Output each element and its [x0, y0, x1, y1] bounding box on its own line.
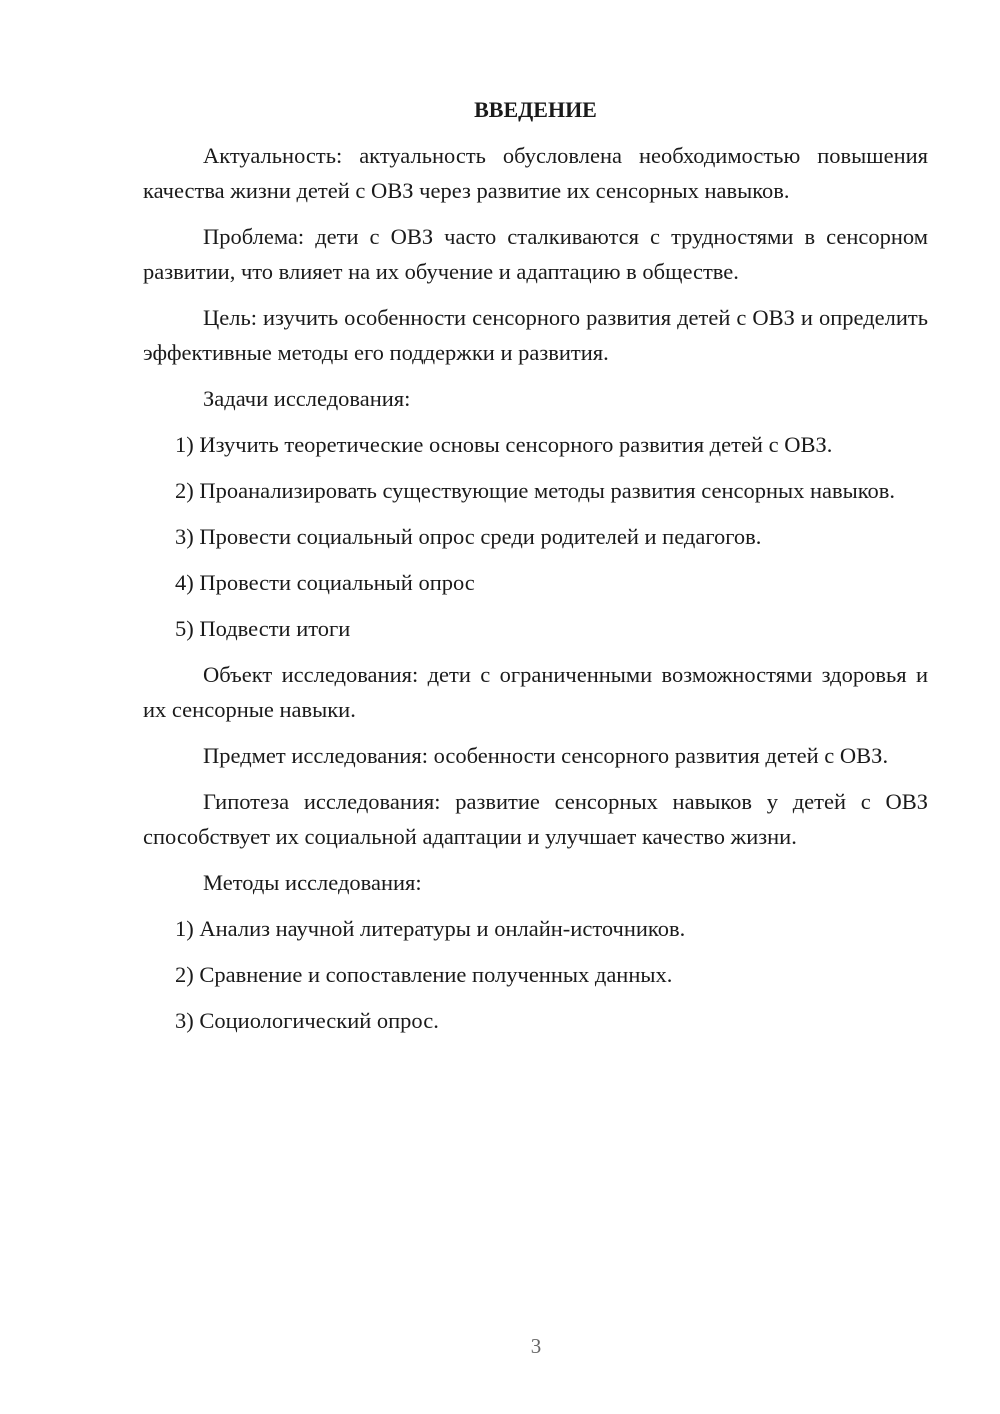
subject-paragraph: Предмет исследования: особенности сенсорного развития детей с ОВЗ. — [203, 743, 889, 768]
task-item-2: 2) Проанализировать существующие методы развития сенсорных навыков. — [175, 478, 896, 503]
page-content — [143, 92, 928, 1049]
method-item-2: 2) Сравнение и сопоставление полученных данных. — [175, 962, 673, 987]
hypothesis-paragraph: Гипотеза исследования: развитие сенсорных навыков у детей с ОВЗ способствует их социальной адаптации и улучшает качество жизни. — [143, 789, 928, 849]
methods-heading: Методы исследования: — [203, 870, 422, 895]
task-item-4: 4) Провести социальный опрос — [175, 570, 475, 595]
problem-paragraph: Проблема: дети с ОВЗ часто сталкиваются с трудностями в сенсорном развитии, что влияет на их обучение и адаптацию в обществе. — [143, 224, 928, 284]
tasks-heading: Задачи исследования: — [203, 386, 411, 411]
page-number: 3 — [530, 1334, 542, 1358]
goal-paragraph: Цель: изучить особенности сенсорного развития детей с ОВЗ и определить эффективные методы его поддержки и развития. — [143, 305, 928, 365]
section-title: ВВЕДЕНИЕ — [474, 97, 597, 122]
relevance-paragraph: Актуальность: актуальность обусловлена необходимостью повышения качества жизни детей с ОВЗ через развитие их сенсорных навыков. — [143, 143, 928, 203]
method-item-3: 3) Социологический опрос. — [175, 1008, 439, 1033]
task-item-5: 5) Подвести итоги — [175, 616, 351, 641]
object-paragraph: Объект исследования: дети с ограниченными возможностями здоровья и их сенсорные навыки. — [143, 662, 928, 722]
method-item-1: 1) Анализ научной литературы и онлайн-источников. — [175, 916, 686, 941]
task-item-1: 1) Изучить теоретические основы сенсорного развития детей с ОВЗ. — [175, 432, 833, 457]
task-item-3: 3) Провести социальный опрос среди родителей и педагогов. — [175, 524, 762, 549]
